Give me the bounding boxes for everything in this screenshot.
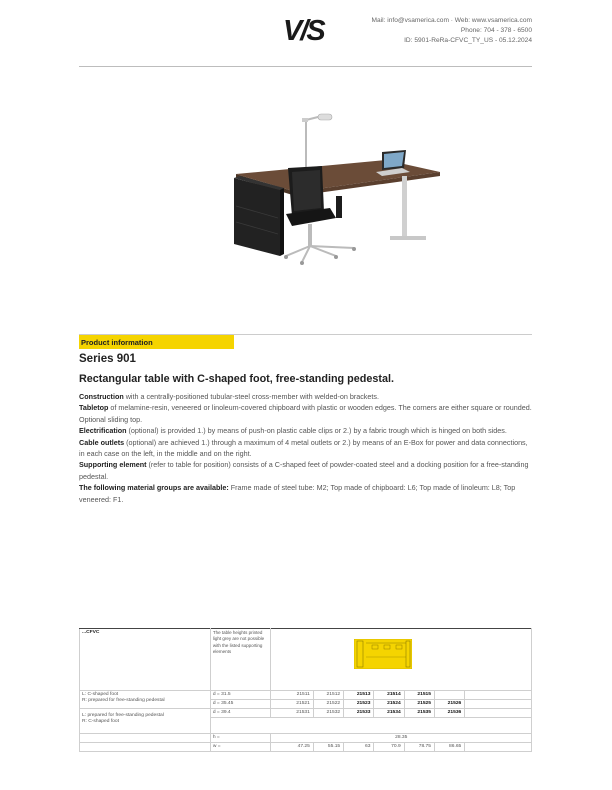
empty-cell [465, 691, 532, 700]
desk-lamp [302, 114, 332, 174]
width-value: 78.75 [404, 743, 434, 752]
article-number: 21525 [404, 700, 434, 709]
article-number: 21526 [434, 700, 464, 709]
width-label: w = [210, 743, 271, 752]
article-number: 21513 [344, 691, 374, 700]
article-number: 21534 [374, 709, 404, 718]
empty-cell [80, 734, 211, 743]
depth-label: d = 39.4 [210, 709, 271, 718]
contact-phone: Phone: 704 - 378 - 6500 [460, 27, 532, 34]
position-diagram [354, 639, 412, 669]
table-row [80, 709, 532, 718]
spec-table [79, 628, 532, 752]
logo-text: V/S [283, 15, 324, 44]
product-description [79, 391, 533, 505]
empty-cell [210, 718, 531, 734]
header-divider [79, 66, 532, 67]
width-value: 86.65 [434, 743, 464, 752]
article-number: 21524 [374, 700, 404, 709]
width-value: 70.9 [374, 743, 404, 752]
table-row [80, 691, 532, 700]
desc-cable-outlets: Cable outlets (optional) are achieved 1.) through a maximum of 4 metal outlets or 2.) by means of an E-Box for power and data connections, in each case on the left, in the middle and on the right. [79, 437, 528, 459]
article-number: 21536 [434, 709, 464, 718]
table-row-width [80, 743, 532, 752]
empty-cell [465, 700, 532, 709]
document-id: ID: 5901-ReRa-CFVC_TY_US - 05.12.2024 [404, 37, 532, 44]
article-number: 21532 [313, 709, 343, 718]
contact-info [372, 16, 532, 46]
article-number: 21514 [374, 691, 404, 700]
series-title: Series 901 [79, 353, 136, 365]
depth-label: d = 35.45 [210, 700, 271, 709]
product-info-badge: Product information [79, 335, 234, 349]
table-row-height [80, 734, 532, 743]
desc-material-groups: The following material groups are available: Frame made of steel tube: M2; Top made of chipboard: L6; Top made of linoleum: L8; Top veneered: F1. [79, 483, 516, 504]
article-number: 21523 [344, 700, 374, 709]
height-value: 28.35 [271, 734, 532, 743]
article-number: 21533 [344, 709, 374, 718]
product-title: Rectangular table with C-shaped foot, free-standing pedestal. [79, 373, 394, 385]
table-diagram-cell [271, 629, 532, 691]
width-value: 47.25 [271, 743, 313, 752]
article-number: 21531 [271, 709, 313, 718]
depth-label: d = 31.5 [210, 691, 271, 700]
article-number: 21511 [271, 691, 313, 700]
article-number: 21521 [271, 700, 313, 709]
table-code: ...CFVC [80, 629, 211, 691]
width-value: 63 [344, 743, 374, 752]
empty-cell [465, 743, 532, 752]
desc-electrification: Electrification (optional) is provided 1.) by means of push-on plastic cable clips or 2.) by a fabric trough which is hinged on both sides. [79, 426, 507, 436]
article-number: 21522 [313, 700, 343, 709]
desc-tabletop: Tabletop of melamine-resin, veneered or linoleum-covered chipboard with plastic or wooden edges. The corners are either square or rounded. Optional sliding top. [79, 403, 532, 424]
table-note: The table heights printed light grey are not possible with the listed supporting elements [210, 629, 271, 691]
legend-left-pedestal: L: prepared for free-standing pedestal R: C-shaped foot [80, 709, 211, 734]
legend-left-foot: L: C-shaped foot R: prepared for free-standing pedestal [80, 691, 211, 709]
article-number: 21535 [404, 709, 434, 718]
contact-mail-web: Mail: info@vsamerica.com · Web: www.vsamerica.com [371, 17, 532, 24]
width-value: 55.15 [313, 743, 343, 752]
height-label: h = [210, 734, 271, 743]
article-number [434, 691, 464, 700]
table-header-row [80, 629, 532, 691]
empty-cell [465, 709, 532, 718]
article-number: 21512 [313, 691, 343, 700]
desc-construction: Construction with a centrally-positioned tubular-steel cross-member with welded-on brackets. [79, 392, 379, 401]
empty-cell [80, 743, 211, 752]
desc-supporting-element: Supporting element (refer to table for position) consists of a C-shaped feet of powder-coated steel and a docking position for a free-standing pedestal. [79, 460, 529, 481]
vs-logo [283, 14, 331, 44]
product-photo [226, 108, 446, 278]
article-number: 21515 [404, 691, 434, 700]
